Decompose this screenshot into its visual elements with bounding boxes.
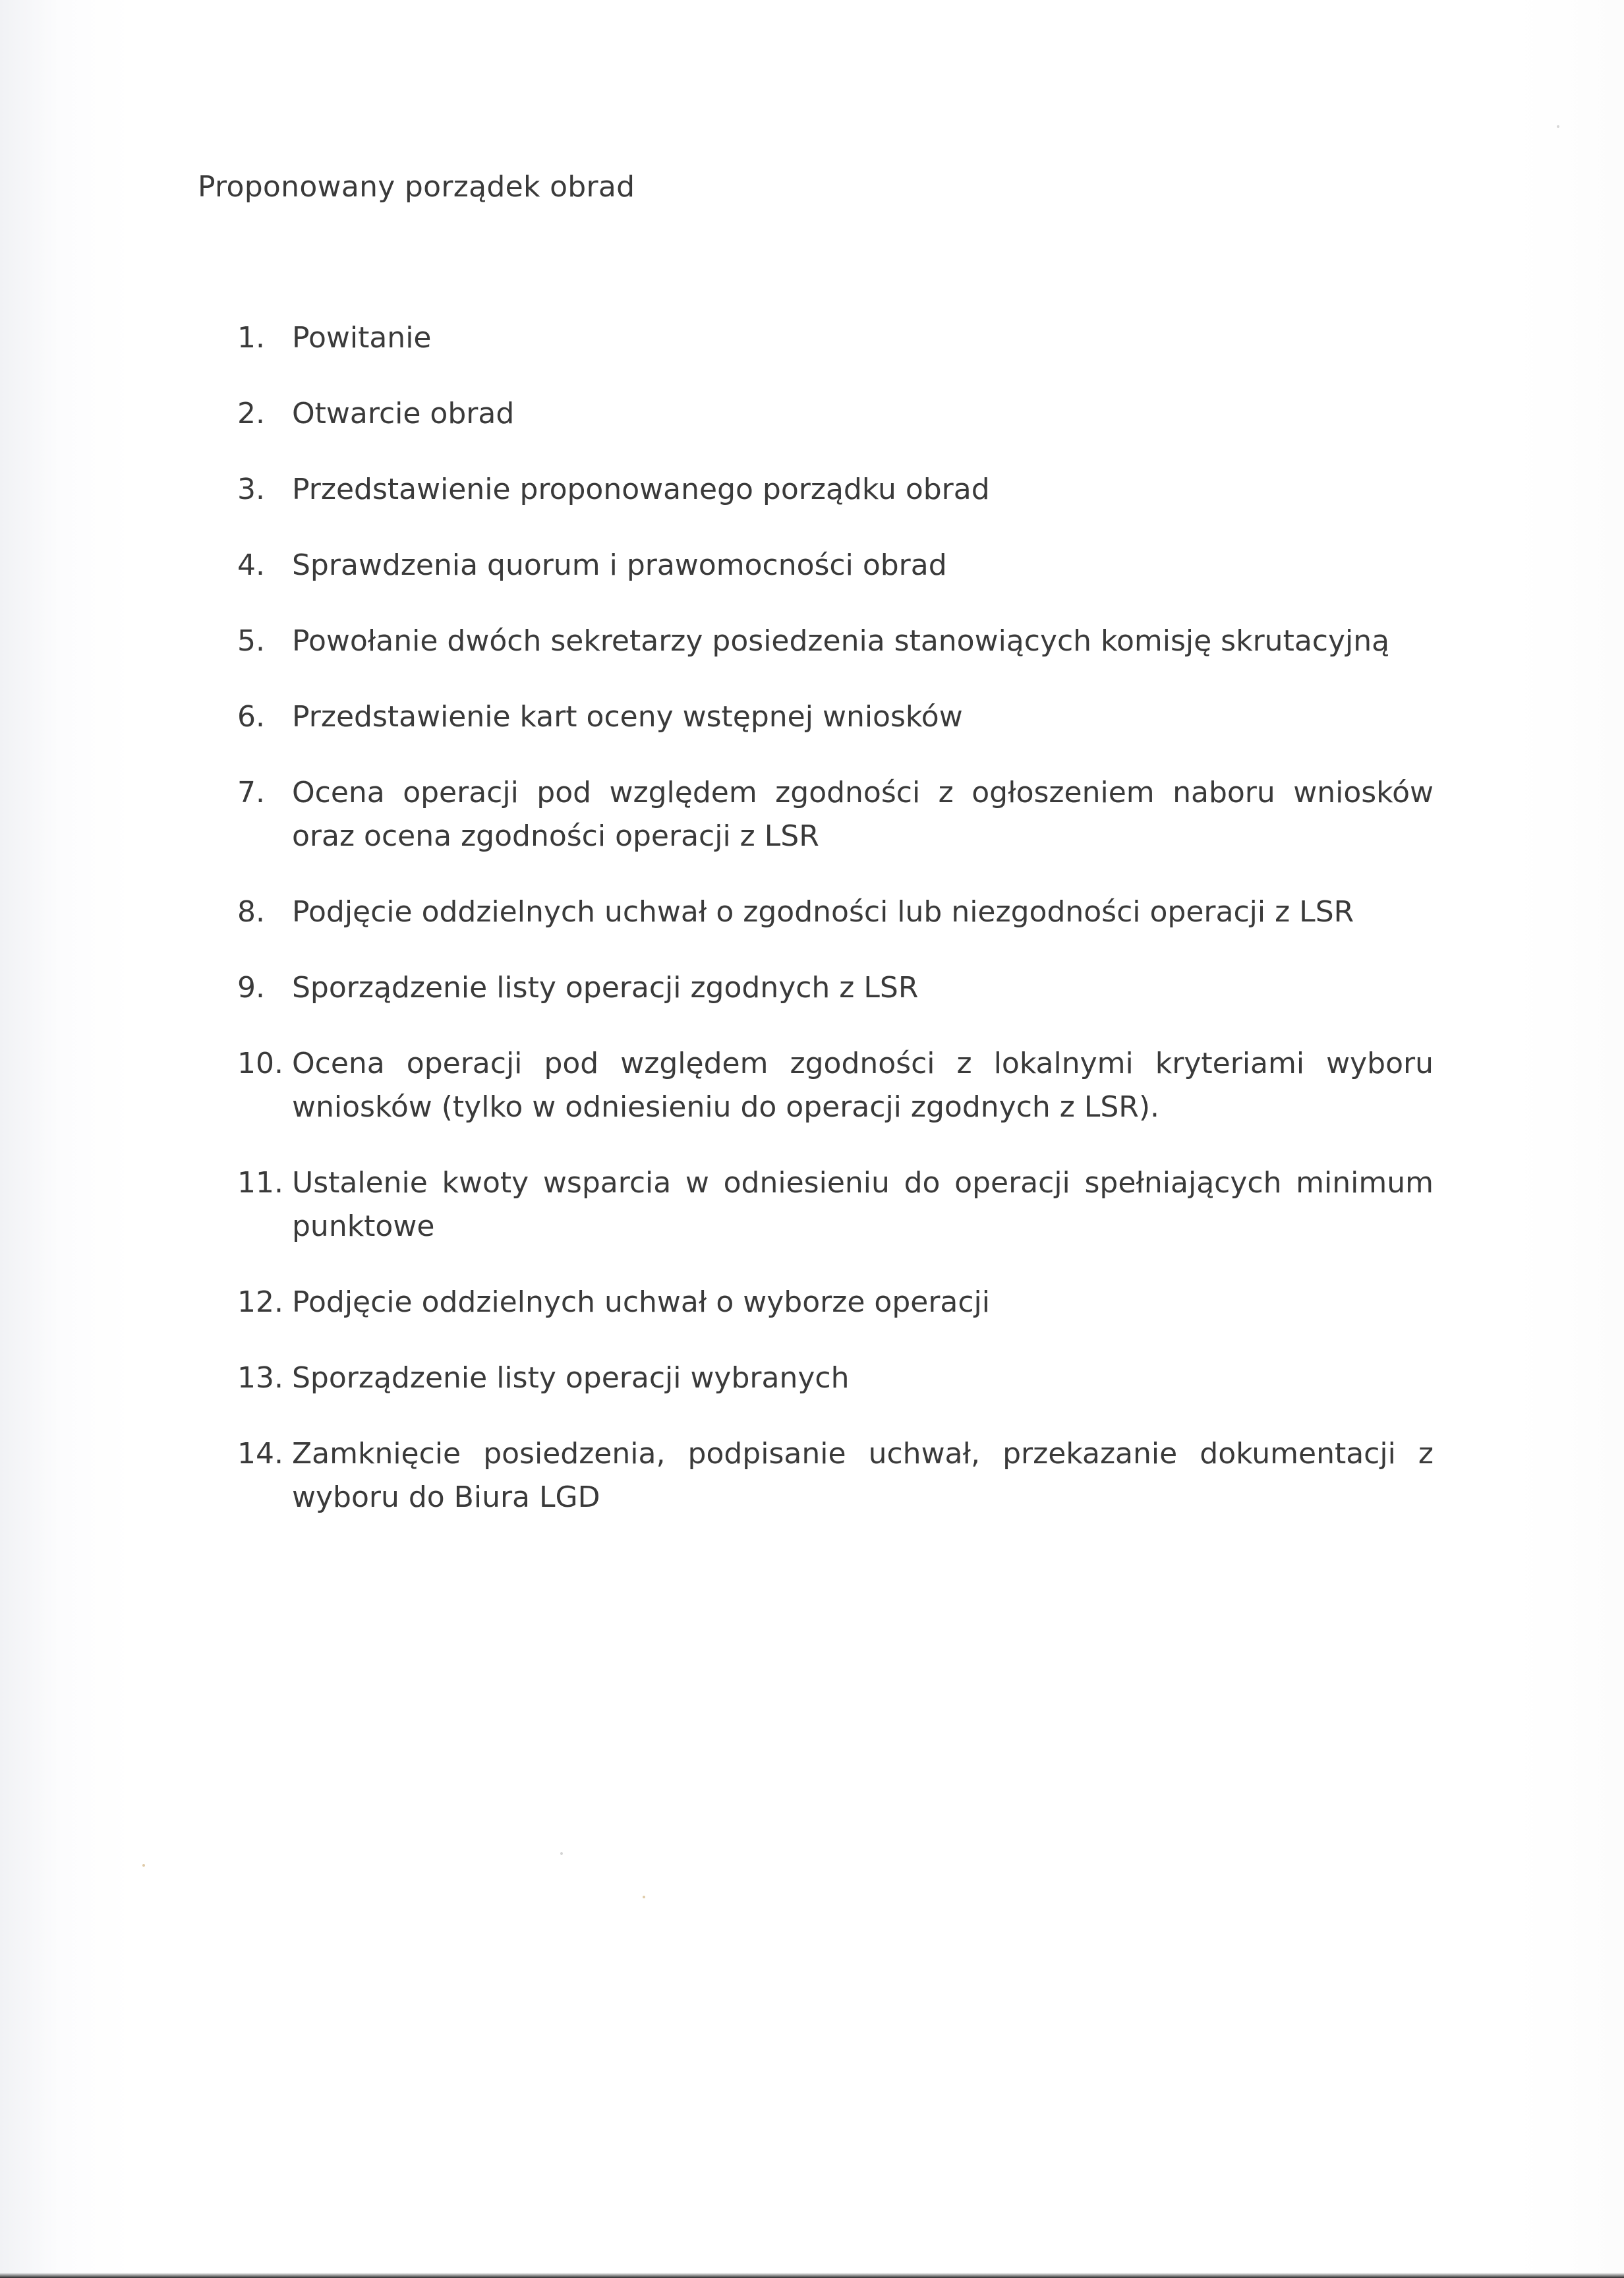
agenda-item-text: Sporządzenie listy operacji wybranych — [292, 1361, 850, 1395]
agenda-item-11 — [237, 1161, 1434, 1248]
agenda-item-number: 3. — [237, 473, 265, 506]
agenda-item-7 — [237, 771, 1434, 858]
agenda-item-9 — [237, 966, 1434, 1010]
agenda-item-text: Powołanie dwóch sekretarzy posiedzenia stanowiących komisję skrutacyjną — [292, 624, 1390, 658]
agenda-item-10 — [237, 1042, 1434, 1129]
agenda-item-text: Sprawdzenia quorum i prawomocności obrad — [292, 548, 947, 582]
document-title: Proponowany porządek obrad — [198, 170, 635, 204]
agenda-item-text: Ocena operacji pod względem zgodności z lokalnymi kryteriami wyboru wniosków (tylko w odniesieniu do operacji zgodnych z LSR). — [292, 1047, 1434, 1124]
agenda-item-number: 5. — [237, 624, 265, 658]
agenda-item-text: Ustalenie kwoty wsparcia w odniesieniu do operacji spełniających minimum punktowe — [292, 1166, 1434, 1243]
agenda-item-4 — [237, 544, 1434, 587]
agenda-item-number: 2. — [237, 397, 265, 430]
agenda-item-12 — [237, 1281, 1434, 1324]
agenda-item-3 — [237, 468, 1434, 511]
agenda-item-text: Przedstawienie proponowanego porządku obrad — [292, 473, 990, 506]
scan-speck — [560, 1852, 563, 1855]
agenda-item-text: Ocena operacji pod względem zgodności z ogłoszeniem naboru wniosków oraz ocena zgodności operacji z LSR — [292, 776, 1434, 853]
agenda-item-6 — [237, 695, 1434, 739]
agenda-item-13 — [237, 1357, 1434, 1400]
agenda-item-number: 10. — [237, 1047, 283, 1080]
agenda-item-text: Powitanie — [292, 321, 432, 355]
agenda-list — [237, 316, 1434, 1552]
agenda-item-text: Przedstawienie kart oceny wstępnej wniosków — [292, 700, 963, 734]
agenda-item-14 — [237, 1432, 1434, 1519]
agenda-item-text: Otwarcie obrad — [292, 397, 515, 430]
scan-speck — [142, 1864, 145, 1867]
agenda-item-1 — [237, 316, 1434, 360]
agenda-item-number: 8. — [237, 895, 265, 929]
agenda-item-8 — [237, 891, 1434, 934]
agenda-item-number: 14. — [237, 1437, 283, 1471]
agenda-item-5 — [237, 620, 1434, 663]
scan-bottom-edge — [0, 2273, 1624, 2278]
agenda-item-text: Zamknięcie posiedzenia, podpisanie uchwał, przekazanie dokumentacji z wyboru do Biura LGD — [292, 1437, 1434, 1514]
agenda-item-text: Podjęcie oddzielnych uchwał o zgodności lub niezgodności operacji z LSR — [292, 895, 1354, 929]
scan-speck — [1557, 125, 1559, 128]
agenda-item-number: 4. — [237, 548, 265, 582]
agenda-item-number: 12. — [237, 1285, 283, 1319]
agenda-item-number: 13. — [237, 1361, 283, 1395]
agenda-item-text: Podjęcie oddzielnych uchwał o wyborze operacji — [292, 1285, 991, 1319]
agenda-item-number: 9. — [237, 971, 265, 1005]
agenda-item-number: 1. — [237, 321, 265, 355]
agenda-item-number: 7. — [237, 776, 265, 809]
scan-speck — [643, 1896, 645, 1898]
agenda-item-number: 6. — [237, 700, 265, 734]
agenda-item-text: Sporządzenie listy operacji zgodnych z LSR — [292, 971, 919, 1005]
agenda-item-number: 11. — [237, 1166, 283, 1200]
agenda-item-2 — [237, 392, 1434, 436]
